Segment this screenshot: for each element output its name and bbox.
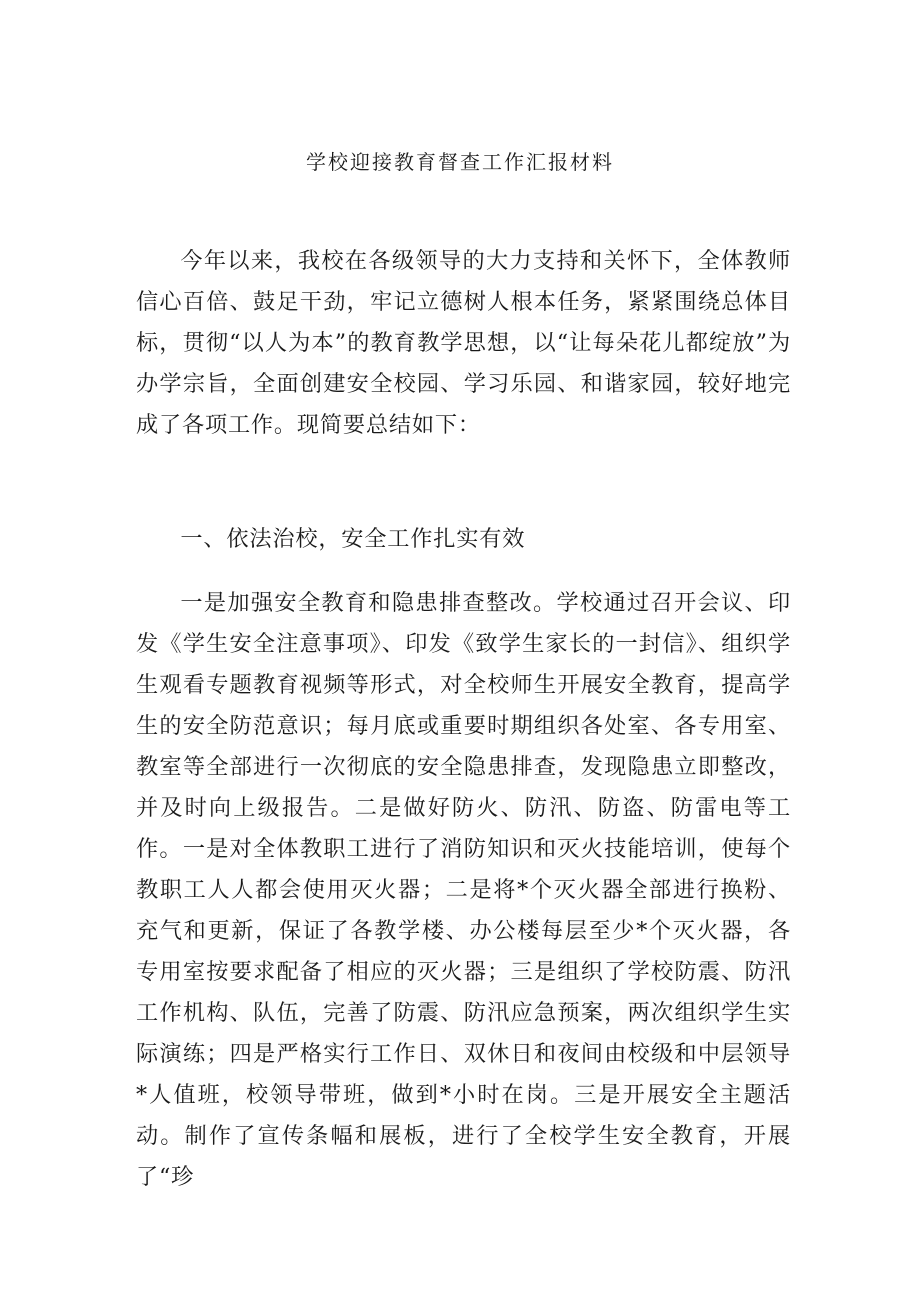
- document-title: 学校迎接教育督查工作汇报材料: [306, 150, 614, 174]
- safety-work-paragraph: 一是加强安全教育和隐患排查整改。学校通过召开会议、印发《学生安全注意事项》、印发《致学生家长的一封信》、组织学生观看专题教育视频等形式，对全校师生开展安全教育，提高学生的安全防范意识；每月底或重要时期组织各处室、各专用室、教室等全部进行一次彻底的安全隐患排查，发现隐患立即整改，并及时向上级报告。二是做好防火、防汛、防盗、防雷电等工作。一是对全体教职工进行了消防知识和灭火技能培训，使每个教职工人人都会使用灭火器；二是将*个灭火器全部进行换粉、充气和更新，保证了各教学楼、办公楼每层至少*个灭火器，各专用室按要求配备了相应的灭火器；三是组织了学校防震、防汛工作机构、队伍，完善了防震、防汛应急预案，两次组织学生实际演练；四是严格实行工作日、双休日和夜间由校级和中层领导*人值班，校领导带班，做到*小时在岗。三是开展安全主题活动。制作了宣传条幅和展板，进行了全校学生安全教育，开展了“珍: [136, 590, 791, 1190]
- intro-paragraph: 今年以来，我校在各级领导的大力支持和关怀下，全体教师信心百倍、鼓足干劲，牢记立德树人根本任务，紧紧围绕总体目标，贯彻“以人为本”的教育教学思想，以“让每朵花儿都绽放”为办学宗旨，全面创建安全校园、学习乐园、和谐家园，较好地完成了各项工作。现简要总结如下：: [136, 248, 791, 438]
- section-heading-1: 一、依法治校，安全工作扎实有效: [180, 526, 526, 552]
